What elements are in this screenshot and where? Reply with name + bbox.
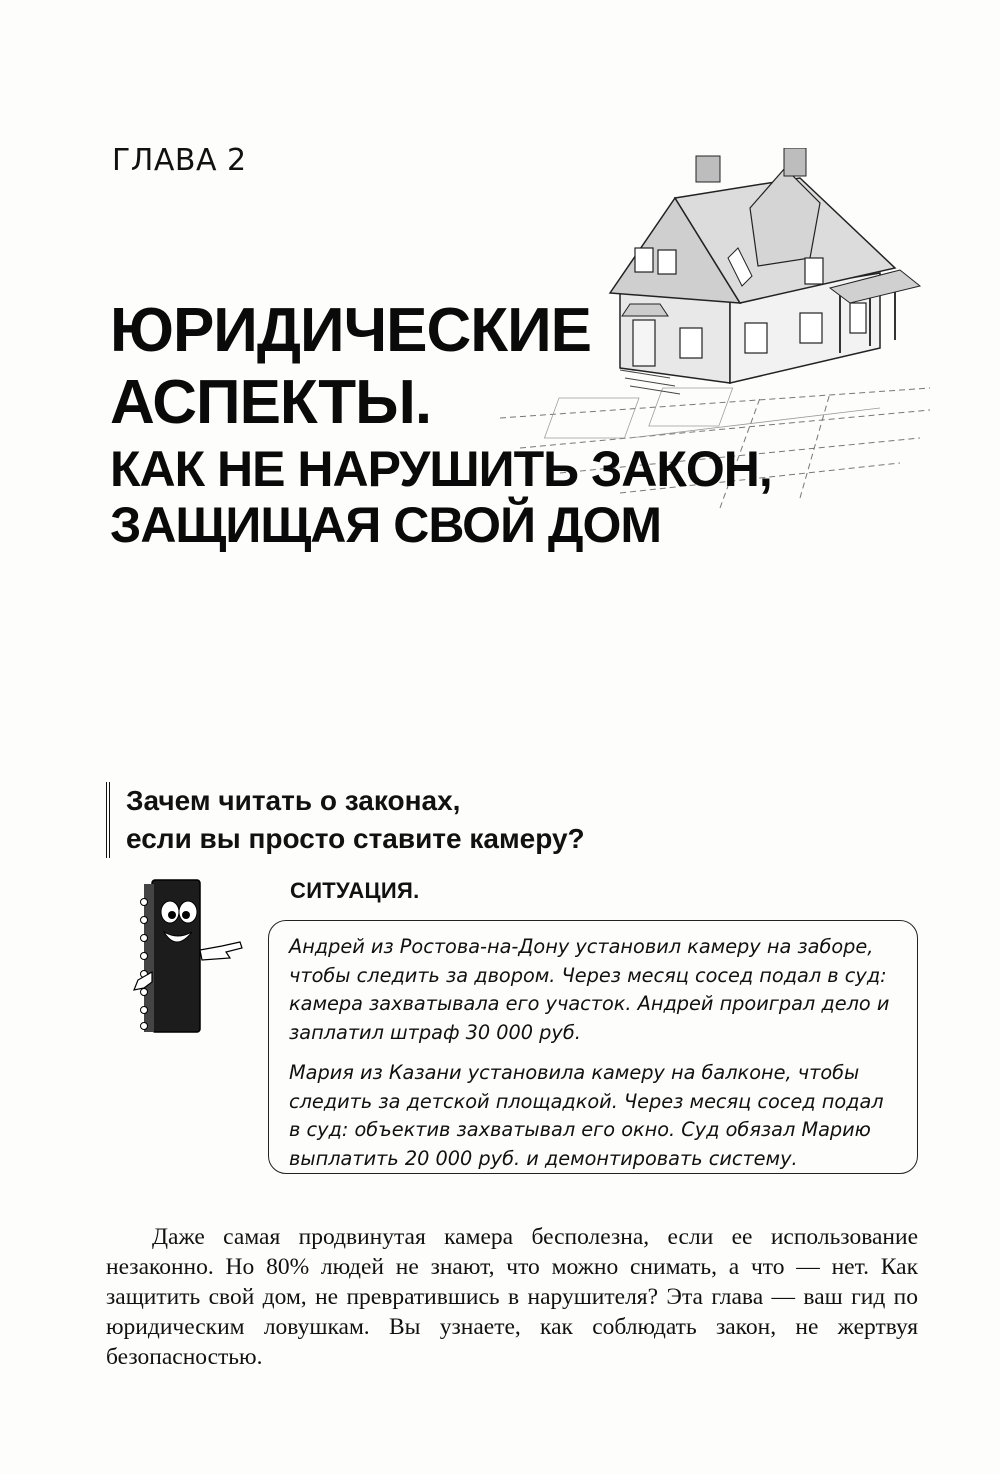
book-mascot-pointing-icon [130, 872, 250, 1037]
title-line-3: КАК НЕ НАРУШИТЬ ЗАКОН, [110, 441, 772, 497]
situation-paragraph-2: Мария из Казани установила камеру на балконе, чтобы следить за детской площадкой. Через месяц сосед подал в суд: объектив захватывал его окно. Суд обязал Марию выплатить 20 000 руб. и демонтировать систему. [289, 1061, 884, 1170]
body-paragraph: Даже самая продвинутая камера бесполезна, если ее использование незаконно. Но 80% людей не знают, что можно снимать, а что — нет. Как защитить свой дом, не превратившись в нарушителя? Эта глава — ваш гид по юридическим ловушкам. Вы узнаете, как соблюдать закон, не жертвуя безопасностью. [106, 1224, 918, 1370]
situation-paragraph-1: Андрей из Ростова-на-Дону установил камеру на заборе, чтобы следить за двором. Через месяц сосед подал в суд: камера захватывала его участок. Андрей проиграл дело и заплатил штраф 30 000 руб. [289, 935, 890, 1044]
situation-box [268, 920, 918, 1174]
title-line-1: ЮРИДИЧЕСКИЕ [110, 296, 592, 365]
title-line-4: ЗАЩИЩАЯ СВОЙ ДОМ [110, 497, 662, 553]
title-line-2: АСПЕКТЫ. [110, 368, 432, 437]
section-heading [106, 782, 766, 858]
section-heading-line-2: если вы просто ставите камеру? [126, 823, 585, 854]
chapter-title [110, 296, 810, 553]
situation-label: СИТУАЦИЯ. [290, 878, 420, 903]
chapter-label: ГЛАВА 2 [112, 143, 247, 178]
section-heading-line-1: Зачем читать о законах, [126, 785, 461, 816]
